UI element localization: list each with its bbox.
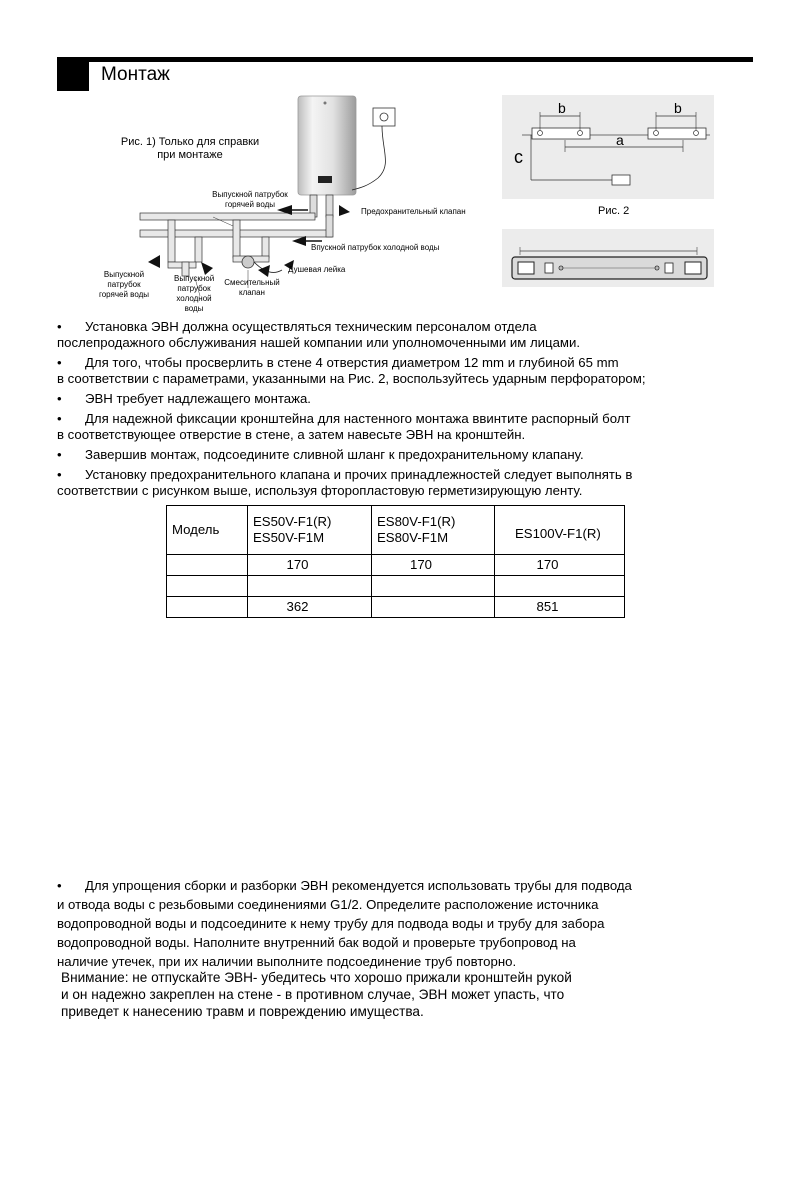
install-instructions [57, 319, 757, 499]
dim-b-right-label: b [674, 100, 682, 116]
bullet-item: • ЭВН требует надлежащего монтажа. [57, 391, 311, 406]
dim-a-label: a [616, 132, 624, 148]
table-header-col3: ES100V-F1(R) [495, 506, 625, 555]
dim-c-label: c [514, 147, 523, 167]
table-cell: 851 [495, 597, 625, 618]
header-rule [57, 57, 753, 62]
label-hot-outlet-top: Выпускной патрубок горячей воды [212, 190, 288, 209]
bracket-illustration [502, 229, 714, 287]
pipes-instructions: • Для упрощения сборки и разборки ЭВН рекомендуется использовать трубы для подвода и отвода воды с резьбовыми соединениями G1/2. Определите расположение источника водопроводной воды и подсоедините к нему трубу для подвода воды и трубу для забора водопроводной воды. Наполните внутренний бак водой и проверьте трубопровод на наличие утечек, при их наличии выполните подсоединение труб повторно. [57, 878, 632, 969]
warning-note: Внимание: не отпускайте ЭВН- убедитесь что хорошо прижали кронштейн рукой и он надежно закреплен на стене - в противном случае, ЭВН может упасть, что приведет к нанесению травм и повреждению имущества. [61, 970, 572, 1019]
table-header-col2: ES80V-F1(R) ES80V-F1M [372, 506, 495, 555]
figure-1-caption-line1: Рис. 1) Только для справки [120, 136, 260, 148]
bullet-item: • Для того, чтобы просверлить в стене 4 отверстия диаметром 12 mm и глубиной 65 mm в соответствии с параметрами, указанными на Рис. 2, воспользуйтесь ударным перфоратором; [57, 355, 646, 386]
label-shower: Душевая лейка [288, 265, 346, 274]
bullet-item: • Установка ЭВН должна осуществляться техническим персоналом отдела послепродажного обслуживания нашей компании или уполномоченными им лицами. [57, 319, 581, 350]
figure-2 [502, 95, 714, 295]
bullet-item: • Для надежной фиксации кронштейна для настенного монтажа ввинтите распорный болт в соответствующее отверстие в стене, а затем навесьте ЭВН на кронштейн. [57, 411, 631, 442]
power-socket [373, 108, 395, 126]
label-cold-inlet: Впускной патрубок холодной воды [311, 243, 440, 252]
heater-display [318, 176, 332, 183]
header-block [57, 57, 89, 91]
table-header-row [167, 506, 625, 555]
bullet-marker: • [57, 878, 62, 893]
table-cell: 362 [248, 597, 372, 618]
mixing-valve [242, 256, 254, 268]
figure-2-dimensions [502, 95, 714, 199]
figure-1-caption-line2: при монтаже [157, 149, 223, 161]
table-header-col1: ES50V-F1(R) ES50V-F1M [248, 506, 372, 555]
table-cell [248, 576, 372, 597]
figure-2-caption: Рис. 2 [598, 205, 630, 217]
dim-b-left-label: b [558, 100, 566, 116]
figure-1-caption [102, 136, 278, 162]
table-cell: 170 [248, 555, 372, 576]
bullet-marker: • [57, 467, 62, 482]
bullet-marker: • [57, 447, 62, 462]
table-row [167, 555, 625, 576]
table-row [167, 576, 625, 597]
bullet-item: • Установку предохранительного клапана и прочих принадлежностей следует выполнять в соответствии с рисунком выше, используя фторопластовую герметизирующую ленту. [57, 467, 633, 498]
bullet-marker: • [57, 355, 62, 370]
table-cell: 170 [372, 555, 495, 576]
table-header-label: Модель [167, 506, 248, 555]
label-hot-outlet-left: Выпускной патрубок горячей воды [98, 270, 150, 299]
bullet-item: • Завершив монтаж, подсоедините сливной шланг к предохранительному клапану. [57, 447, 584, 462]
table-cell [495, 576, 625, 597]
table-cell [372, 576, 495, 597]
label-safety-valve: Предохранительный клапан [361, 207, 466, 216]
page-title: Монтаж [101, 64, 170, 85]
table-cell [167, 597, 248, 618]
label-mixing-valve: Смесительный клапан [224, 278, 280, 297]
table-cell [167, 555, 248, 576]
hot-water-pipe [140, 213, 315, 220]
table-cell [167, 576, 248, 597]
label-cold-outlet: Выпускной патрубок холодной воды [174, 274, 215, 313]
dimensions-table [166, 505, 625, 618]
bullet-marker: • [57, 391, 62, 406]
table-row [167, 597, 625, 618]
table-cell [372, 597, 495, 618]
table-cell: 170 [495, 555, 625, 576]
bullet-marker: • [57, 319, 62, 334]
bullet-marker: • [57, 411, 62, 426]
figure-1 [90, 92, 480, 322]
